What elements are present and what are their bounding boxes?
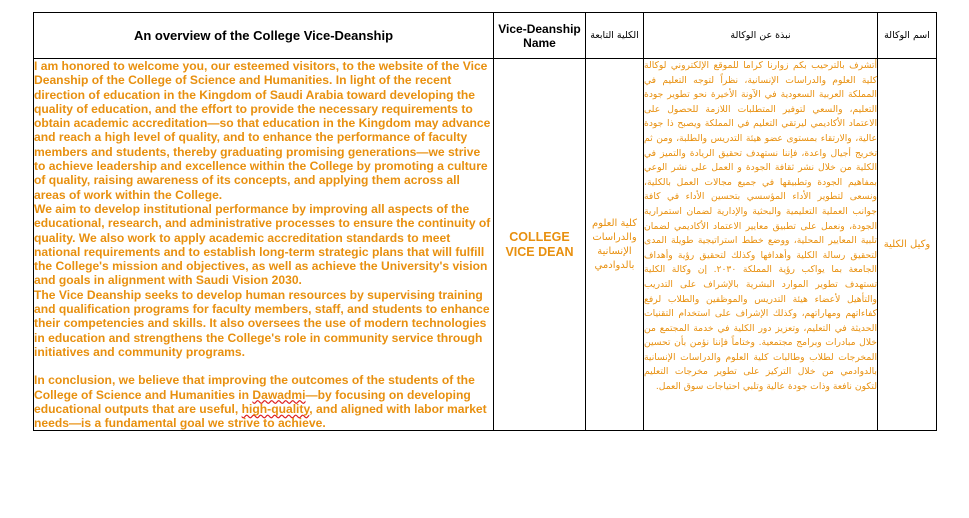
overview-paragraph-3: The Vice Deanship seeks to develop human resources by supervising training and qualification programs for faculty members, staff, and students to enhance their competencies and skills. It also oversees the use of modern technologies in education and strengthens the College's role in community service through initiatives and community programs. xyxy=(34,287,490,359)
overview-paragraph-2: We aim to develop institutional performance by improving all aspects of the educational, research, and administrative processes to ensure the continuity of quality. We also work to apply academic accreditation standards to meet national requirements and to establish long-term strategic plans that will fulfill the College's mission and objectives, as well as achieve the University's vision and goals in alignment with Saudi Vision 2030. xyxy=(34,201,491,288)
overview-paragraph-4 xyxy=(34,373,493,430)
p4-dawadmi: Dawadmi xyxy=(252,387,306,402)
vice-dean-name: COLLEGE VICE DEAN xyxy=(505,229,574,259)
vice-deanship-table xyxy=(33,12,937,431)
college-ar-cell xyxy=(586,59,644,431)
table-row xyxy=(34,59,937,431)
overview-arabic-text: أتشرف بالترحيب بكم زوارنا كراما للموقع الإلكتروني لوكالة كلية العلوم والدراسات الإنسانية، نظراً لتوجه التعليم في المملكة العربية السعودية في الآونة الأخيرة نحو تطوير جودة التعليم، والسعي لتوفير المتطلبات اللازمة للحصول على الاعتماد الأكاديمي ليرتقي التعليم في المملكة ويصبح ذا جودة عالية، والارتقاء بمستوى عضو هيئة التدريس والطلبة، ومن ثم تخريج أجيال واعدة، فإننا نستهدف تحقيق الريادة والتميز في الكلية من خلال نشر ثقافة الجودة و العمل على نشر الوعي بمفاهيم الجودة وتطبيقها في جميع مجالات العمل بالكلية، ونسعى لتطوير الأداء المؤسسي بتحسين الأداء في كافة جوانب العملية التعليمية والبحثية والإدارية لضمان استمرارية الجودة، ونعمل على تطبيق معايير الاعتماد الأكاديمي لضمان تلبية المعايير المحلية، ووضع خطط استراتيجية طويلة المدى لتحقيق رسالة الكلية وأهدافها وكذلك لتحقيق رؤية وأهداف الجامعة بما يواكب رؤية المملكة ٢٠٣٠. إن وكالة الكلية تستهدف تطوير الموارد البشرية بالإشراف على التدريب والتأهيل لأعضاء هيئة التدريس والموظفين والطلاب لرفع كفاءاتهم ومهاراتهم، وكذلك الإشراف على استخدام التقنيات الحديثة في التعليم، وتعزيز دور الكلية في خدمة المجتمع من خلال مبادرات وبرامج مجتمعية. وختاماً فإننا نؤمن بأن تحسين المخرجات لطلاب وطالبات كلية العلوم والدراسات الإنسانية بالدوادمي من خلال التركيز على تطوير مخرجات التعليم لتكون نافعة وذات جودة عالية وتلبي احتياجات سوق العمل. xyxy=(644,60,877,393)
header-vice-deanship-name: Vice-Deanship Name xyxy=(494,13,586,59)
agency-name-cell xyxy=(878,59,937,431)
overview-arabic-cell xyxy=(644,59,878,431)
header-agency-name-ar: اسم الوكالة xyxy=(878,13,937,59)
header-college-ar: الكلية التابعة xyxy=(586,13,644,59)
p4-high-quality: high-quality xyxy=(241,401,310,416)
header-overview: An overview of the College Vice-Deanship xyxy=(34,13,494,59)
header-row xyxy=(34,13,937,59)
college-name-ar: كلية العلوم والدراسات الإنسانية بالدوادمي xyxy=(592,217,637,271)
p4-end: , and aligned with labor market needs—is a fundamental goal we strive to achieve. xyxy=(34,401,487,431)
vice-dean-name-cell xyxy=(494,59,586,431)
overview-paragraph-1: I am honored to welcome you, our esteemed visitors, to the website of the Vice Deanship of the College of Science and Humanities. In light of the recent direction of education in the Kingdom of Saudi Arabia toward developing the quality of education, and the effort to provide the necessary requirements to obtain academic accreditation—so that education in the Kingdom may advance and reach a high level of quality, and to enhance the performance of faculty members and students, thereby graduating promising generations—we strive to achieve leadership and excellence within the College by promoting a culture of quality, raising awareness of its concepts, and applying them across all areas of work within the College. xyxy=(34,59,491,202)
overview-english-cell xyxy=(34,59,494,431)
p4-middle: —by focusing on developing educational outputs that are useful, xyxy=(34,387,471,416)
agency-name-ar: وكيل الكلية xyxy=(883,239,931,251)
header-overview-ar: نبذة عن الوكالة xyxy=(644,13,878,59)
p4-start: In conclusion, we believe that improving the outcomes of the students of the College of Science and Humanities in xyxy=(34,373,475,402)
